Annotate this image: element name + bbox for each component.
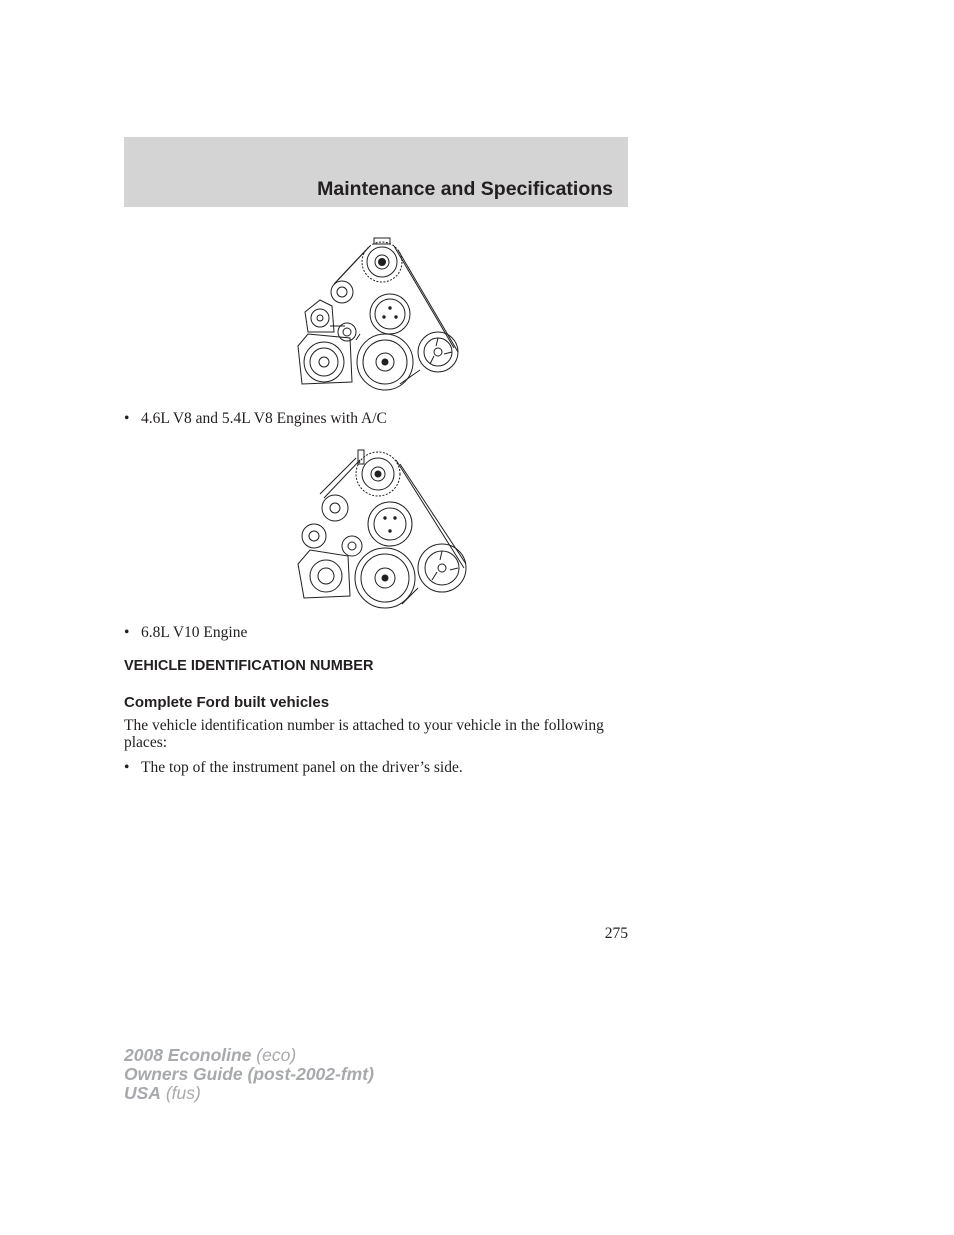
footer-market-code: (fus) (165, 1083, 201, 1103)
footer-guide: Owners Guide (post-2002-fmt) (124, 1064, 374, 1084)
diagram-caption-2 (124, 624, 247, 642)
belt-routing-diagram-icon (290, 234, 470, 394)
caption-text: 4.6L V8 and 5.4L V8 Engines with A/C (141, 410, 387, 427)
chapter-title: Maintenance and Specifications (317, 178, 613, 200)
footer-model-code: (eco) (256, 1045, 297, 1065)
footer-market: USA (124, 1083, 161, 1103)
page-number: 275 (604, 925, 628, 942)
document-footer (124, 1046, 374, 1103)
bullet-marker: • (124, 410, 130, 427)
diagram-caption-1 (124, 410, 387, 428)
section-heading: VEHICLE IDENTIFICATION NUMBER (124, 658, 374, 674)
bullet-marker: • (124, 624, 130, 641)
footer-line-2 (124, 1065, 374, 1084)
section-subheading: Complete Ford built vehicles (124, 694, 330, 711)
body-paragraph: The vehicle identification number is attached to your vehicle in the following places: (124, 717, 604, 751)
list-item (124, 759, 463, 777)
list-item-text: The top of the instrument panel on the driver’s side. (141, 759, 463, 776)
footer-line-3 (124, 1084, 374, 1103)
belt-routing-diagram-icon (290, 446, 470, 611)
footer-line-1 (124, 1046, 374, 1065)
footer-model: 2008 Econoline (124, 1045, 252, 1065)
bullet-marker: • (124, 759, 130, 776)
chapter-header-band (124, 137, 628, 207)
caption-text: 6.8L V10 Engine (141, 624, 248, 641)
